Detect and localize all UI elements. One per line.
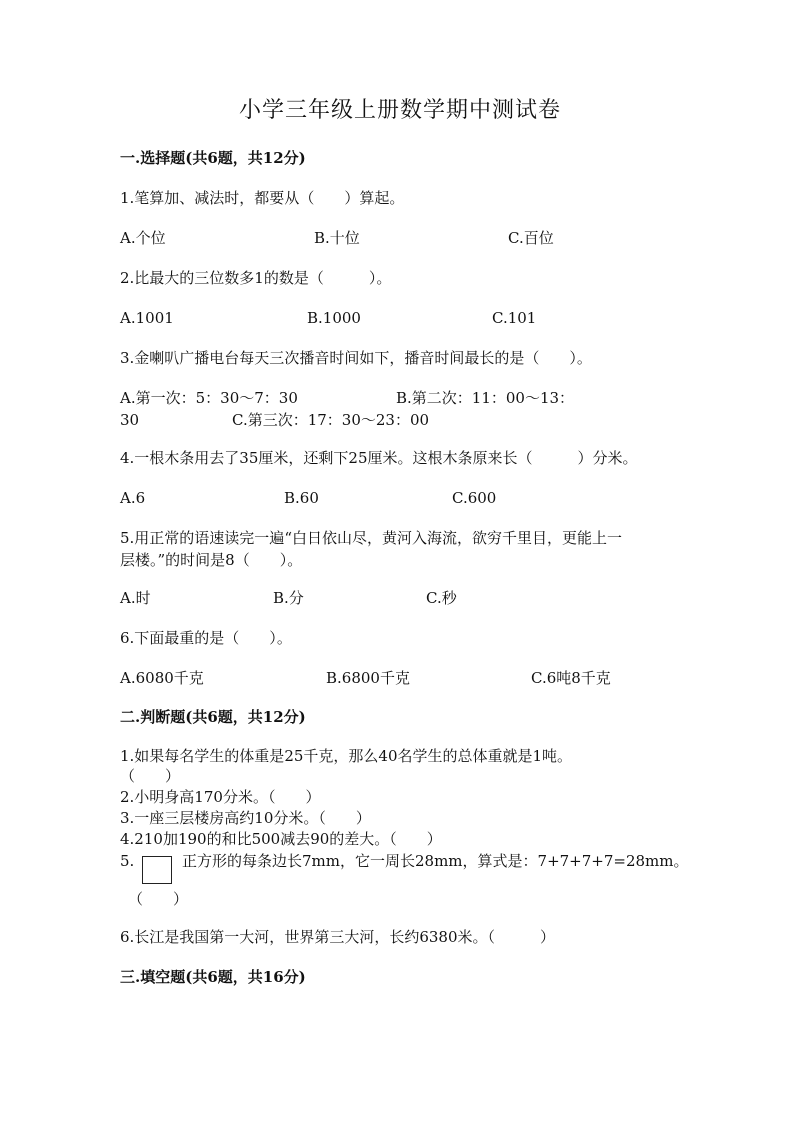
square-figure [142, 856, 172, 884]
section-heading-judge: 二.判断题(共6题，共12分) [120, 708, 306, 726]
choice-6-option-c: C.6吨8千克 [531, 669, 611, 687]
choice-3-option-b: B.第二次：11：00～13： [396, 389, 575, 407]
choice-5-option-b: B.分 [273, 589, 304, 607]
choice-4-option-a: A.6 [120, 489, 146, 507]
choice-5-option-c: C.秒 [426, 589, 457, 607]
choice-4-option-c: C.600 [452, 489, 497, 507]
choice-question-5-line-2: 层楼。”的时间是8（ ）。 [120, 551, 303, 569]
choice-question-4: 4.一根木条用去了35厘米，还剩下25厘米。这根木条原来长（ ）分米。 [120, 449, 638, 467]
choice-6-option-b: B.6800千克 [326, 669, 410, 687]
choice-question-5-line-1: 5.用正常的语速读完一遍“白日依山尽，黄河入海流，欲穷千里目，更能上一 [120, 529, 622, 547]
section-heading-choice: 一.选择题(共6题，共12分) [120, 149, 306, 167]
section-heading-fill: 三.填空题(共6题，共16分) [120, 968, 306, 986]
judge-question-3: 3.一座三层楼房高约10分米。（ ） [120, 809, 371, 827]
judge-question-5-number: 5. [120, 852, 135, 870]
choice-1-option-a: A.个位 [120, 229, 166, 247]
choice-1-option-b: B.十位 [314, 229, 360, 247]
page-title: 小学三年级上册数学期中测试卷 [238, 98, 561, 123]
choice-4-option-b: B.60 [284, 489, 319, 507]
judge-question-5-line-1: 正方形的每条边长7mm，它一周长28mm，算式是：7+7+7+7=28mm。 [182, 852, 689, 870]
choice-question-3: 3.金喇叭广播电台每天三次播音时间如下，播音时间最长的是（ ）。 [120, 349, 592, 367]
choice-2-option-b: B.1000 [307, 309, 361, 327]
judge-question-1-line-1: 1.如果每名学生的体重是25千克，那么40名学生的总体重就是1吨。 [120, 747, 573, 765]
choice-3-option-c: C.第三次：17：30～23：00 [232, 411, 430, 429]
choice-2-option-a: A.1001 [120, 309, 174, 327]
judge-question-2: 2.小明身高170分米。（ ） [120, 788, 321, 806]
choice-2-option-c: C.101 [492, 309, 537, 327]
judge-question-1-line-2: （ ） [120, 767, 181, 785]
choice-6-option-a: A.6080千克 [120, 669, 204, 687]
choice-3-option-a: A.第一次：5：30～7：30 [120, 389, 298, 407]
choice-question-1: 1.笔算加、减法时，都要从（ ）算起。 [120, 189, 405, 207]
judge-question-6: 6.长江是我国第一大河，世界第三大河，长约6380米。（ ） [120, 928, 555, 946]
judge-question-4: 4.210加190的和比500减去90的差大。（ ） [120, 830, 442, 848]
choice-question-6: 6.下面最重的是（ ）。 [120, 629, 292, 647]
choice-3-option-b-continued: 30 [120, 411, 140, 429]
choice-1-option-c: C.百位 [508, 229, 554, 247]
choice-5-option-a: A.时 [120, 589, 151, 607]
judge-question-5-line-2: （ ） [128, 890, 189, 908]
choice-question-2: 2.比最大的三位数多1的数是（ ）。 [120, 269, 392, 287]
